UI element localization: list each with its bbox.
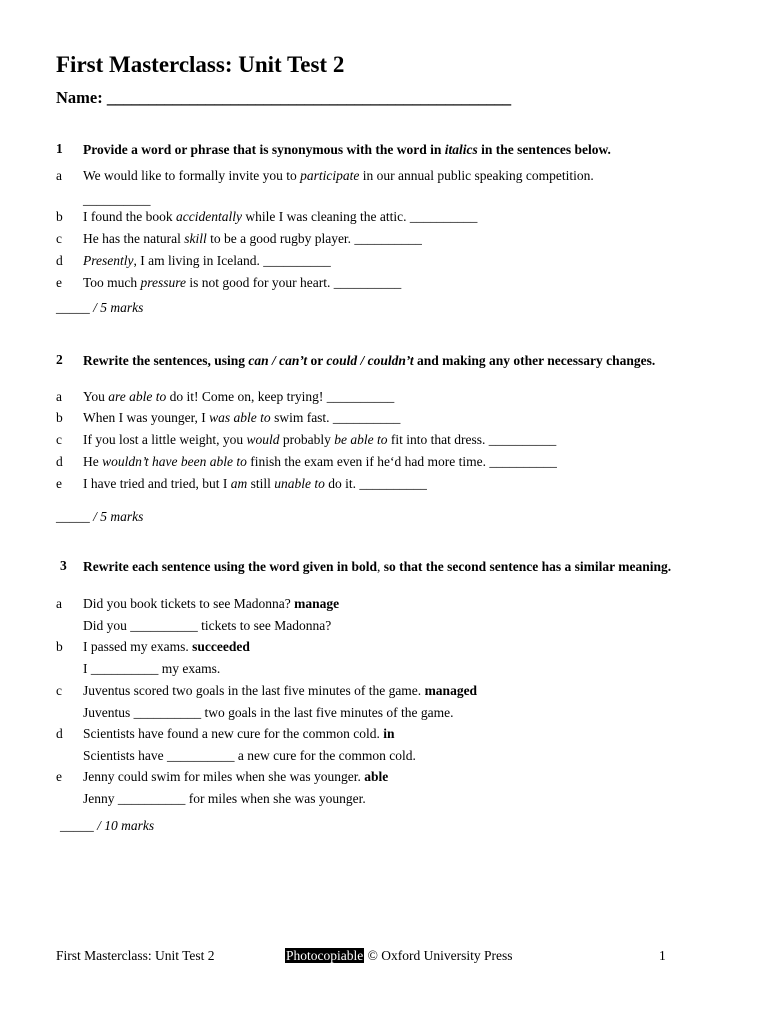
text-run: is not good for your heart. __________ xyxy=(186,275,402,290)
text-run: in xyxy=(383,726,395,741)
text-run: Juventus scored two goals in the last five minutes of the game. xyxy=(83,683,425,698)
text-run: in our annual public speaking competition. xyxy=(359,168,594,183)
item-letter: c xyxy=(56,231,62,246)
text-run: / 5 marks xyxy=(93,509,144,524)
item-letter: e xyxy=(56,275,62,290)
text-run: When I was younger, I xyxy=(83,410,210,425)
section-2-number: 2 xyxy=(56,352,63,367)
text-run: unable to xyxy=(274,476,325,491)
footer-title: First Masterclass: Unit Test 2 xyxy=(56,948,215,963)
text-run: participate xyxy=(300,168,360,183)
text-run: Juventus __________ two goals in the last five minutes of the game. xyxy=(83,705,454,720)
item-sentence xyxy=(83,192,151,208)
item-letter: a xyxy=(56,389,62,404)
text-run: while I was cleaning the attic. __________ xyxy=(241,209,478,224)
text-run: I __________ my exams. xyxy=(83,661,221,676)
item-letter: d xyxy=(56,454,63,469)
text-run: manage xyxy=(294,596,340,611)
item-sentence xyxy=(83,596,339,612)
text-run: do it. __________ xyxy=(324,476,427,491)
text-run: finish the exam even if he‘d had more time. __________ xyxy=(246,454,557,469)
footer-publisher xyxy=(285,948,513,964)
text-run: / 10 marks xyxy=(97,818,155,833)
text-run: He xyxy=(83,454,103,469)
text-run: He has the natural xyxy=(83,231,185,246)
item-sentence xyxy=(83,791,366,807)
text-run: am xyxy=(230,476,248,491)
text-run: wouldn’t have been able to xyxy=(102,454,247,469)
text-run: was able to xyxy=(209,410,271,425)
text-run: succeeded xyxy=(192,639,250,654)
item-letter: a xyxy=(56,168,62,183)
text-run: swim fast. __________ xyxy=(270,410,401,425)
text-run: managed xyxy=(424,683,478,698)
text-run: / 5 marks xyxy=(93,300,144,315)
item-sentence xyxy=(83,683,477,699)
text-run: would xyxy=(246,432,280,447)
text-run: Rewrite the sentences, using xyxy=(83,353,249,368)
text-run: and making any other necessary changes. xyxy=(413,353,656,368)
name-field-label: Name: _________________________________________________ xyxy=(56,88,512,107)
text-run: Jenny __________ for miles when she was younger. xyxy=(83,791,366,806)
item-letter: e xyxy=(56,476,62,491)
item-sentence xyxy=(83,231,422,247)
text-run: to be a good rugby player. __________ xyxy=(206,231,422,246)
item-letter: a xyxy=(56,596,62,611)
item-sentence xyxy=(83,748,416,764)
section-1-number: 1 xyxy=(56,141,63,156)
item-sentence xyxy=(83,726,395,742)
text-run: accidentally xyxy=(175,209,242,224)
item-letter: d xyxy=(56,253,63,268)
section-1-marks xyxy=(56,300,143,316)
publisher-text: © Oxford University Press xyxy=(364,948,513,963)
item-letter: c xyxy=(56,683,62,698)
text-run: Did you book tickets to see Madonna? xyxy=(83,596,295,611)
text-run: Rewrite each sentence using the word given in bold xyxy=(83,559,377,574)
item-sentence xyxy=(83,618,331,634)
item-letter: d xyxy=(56,726,63,741)
text-run: , I am living in Iceland. __________ xyxy=(133,253,331,268)
item-sentence xyxy=(83,769,388,785)
text-run: could / couldn’t xyxy=(326,353,414,368)
item-sentence xyxy=(83,389,394,405)
item-sentence xyxy=(83,661,220,677)
text-run: be able to xyxy=(334,432,388,447)
text-run: _____ xyxy=(60,818,98,833)
section-3-marks xyxy=(60,818,154,834)
text-run: __________ xyxy=(83,192,151,207)
text-run: Scientists have __________ a new cure for the common cold. xyxy=(83,748,416,763)
text-run: Scientists have found a new cure for the common cold. xyxy=(83,726,384,741)
text-run: probably xyxy=(279,432,335,447)
photocopiable-badge: Photocopiable xyxy=(286,948,364,963)
text-run: _____ xyxy=(56,509,94,524)
item-sentence xyxy=(83,168,594,184)
text-run: I have tried and tried, but I xyxy=(83,476,231,491)
item-sentence xyxy=(83,410,400,426)
item-letter: e xyxy=(56,769,62,784)
text-run: or xyxy=(307,353,327,368)
text-run: skill xyxy=(184,231,207,246)
item-sentence xyxy=(83,476,427,492)
text-run: in the sentences below. xyxy=(477,142,611,157)
text-run: If you lost a little weight, you xyxy=(83,432,247,447)
text-run: Too much xyxy=(83,275,141,290)
text-run: I found the book xyxy=(83,209,176,224)
text-run: Provide a word or phrase that is synonymous with the word in xyxy=(83,142,445,157)
section-2-marks xyxy=(56,509,143,525)
text-run: can / can’t xyxy=(248,353,308,368)
page-number: 1 xyxy=(659,948,666,963)
text-run: You xyxy=(83,389,109,404)
section-1-instruction xyxy=(83,141,723,158)
text-run: _____ xyxy=(56,300,94,315)
item-sentence xyxy=(83,705,453,721)
text-run: Did you __________ tickets to see Madonna? xyxy=(83,618,332,633)
item-sentence xyxy=(83,432,556,448)
text-run: do it! Come on, keep trying! __________ xyxy=(166,389,395,404)
section-2-instruction xyxy=(83,352,703,369)
text-run: so that the second sentence has a similar meaning. xyxy=(383,559,672,574)
item-sentence xyxy=(83,209,477,225)
item-letter: b xyxy=(56,639,63,654)
text-run: still xyxy=(247,476,275,491)
text-run: Presently xyxy=(83,253,134,268)
section-3-instruction xyxy=(83,558,708,575)
text-run: fit into that dress. __________ xyxy=(387,432,557,447)
item-letter: b xyxy=(56,410,63,425)
text-run: I passed my exams. xyxy=(83,639,193,654)
section-3-number: 3 xyxy=(60,558,67,573)
text-run: We would like to formally invite you to xyxy=(83,168,301,183)
item-sentence xyxy=(83,253,331,269)
item-letter: b xyxy=(56,209,63,224)
text-run: able xyxy=(364,769,389,784)
text-run: Jenny could swim for miles when she was younger. xyxy=(83,769,365,784)
text-run: are able to xyxy=(108,389,167,404)
item-sentence xyxy=(83,454,557,470)
text-run: pressure xyxy=(140,275,187,290)
text-run: , xyxy=(377,559,384,574)
text-run: italics xyxy=(444,142,478,157)
item-sentence xyxy=(83,639,250,655)
item-letter: c xyxy=(56,432,62,447)
page-title: First Masterclass: Unit Test 2 xyxy=(56,52,345,77)
item-sentence xyxy=(83,275,401,291)
